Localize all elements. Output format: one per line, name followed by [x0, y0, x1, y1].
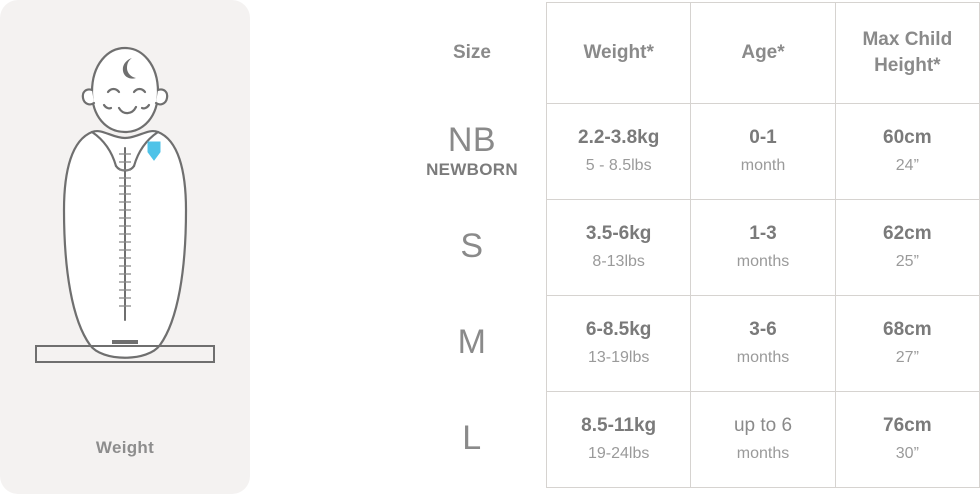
height-primary: 62cm [883, 223, 932, 245]
cell-max-height [835, 296, 979, 392]
cell-max-height [835, 200, 979, 296]
size-label: NB [447, 120, 497, 159]
cell-size [398, 104, 547, 200]
cell-age [691, 296, 835, 392]
height-primary: 68cm [883, 319, 932, 341]
header-weight: Weight* [547, 3, 691, 104]
size-label-sub: NEWBORN [426, 160, 518, 180]
age-secondary: months [736, 348, 790, 366]
weight-primary: 6-8.5kg [585, 319, 652, 341]
table-row [398, 296, 980, 392]
size-chart-table [398, 2, 980, 488]
size-table-wrap [398, 0, 980, 494]
age-primary: up to 6 [733, 415, 793, 437]
weight-primary: 2.2-3.8kg [578, 127, 660, 149]
cell-weight [547, 104, 691, 200]
table-body [398, 104, 980, 488]
header-size: Size [452, 42, 492, 64]
weight-primary: 3.5-6kg [585, 223, 652, 245]
cell-size [398, 200, 547, 296]
weight-secondary: 13-19lbs [587, 348, 650, 366]
header-max-height [835, 3, 979, 104]
swaddled-baby-on-scale-illustration [20, 20, 230, 400]
table-header-row [398, 3, 980, 104]
cell-max-height [835, 392, 979, 488]
cell-max-height [835, 104, 979, 200]
layout-spacer [250, 0, 398, 494]
age-primary: 0-1 [749, 127, 777, 149]
table-row [398, 200, 980, 296]
cell-weight [547, 392, 691, 488]
header-max-height-line1: Max Child [862, 29, 953, 51]
age-primary: 1-3 [749, 223, 777, 245]
weight-secondary: 19-24lbs [587, 444, 650, 462]
cell-size [398, 296, 547, 392]
cell-size [398, 392, 547, 488]
height-secondary: 25” [895, 252, 919, 270]
illustration-caption: Weight [95, 438, 155, 457]
header-age: Age* [691, 3, 835, 104]
size-label: M [457, 322, 487, 361]
header-max-height-line2: Height* [874, 55, 941, 76]
height-primary: 60cm [883, 127, 932, 149]
cell-weight [547, 296, 691, 392]
table-row [398, 392, 980, 488]
cell-age [691, 104, 835, 200]
age-secondary: months [736, 252, 790, 270]
height-primary: 76cm [883, 415, 932, 437]
size-label: S [460, 226, 484, 265]
cell-weight [547, 200, 691, 296]
weight-secondary: 5 - 8.5lbs [585, 156, 652, 174]
height-secondary: 24” [895, 156, 919, 174]
cell-age [691, 200, 835, 296]
illustration-panel [0, 0, 250, 494]
age-secondary: months [736, 444, 790, 462]
weight-primary: 8.5-11kg [581, 415, 657, 437]
age-primary: 3-6 [749, 319, 777, 341]
table-row [398, 104, 980, 200]
table-header [398, 3, 980, 104]
age-secondary: month [740, 156, 786, 174]
cell-age [691, 392, 835, 488]
height-secondary: 27” [895, 348, 919, 366]
weight-secondary: 8-13lbs [592, 252, 645, 270]
size-label: L [462, 418, 482, 457]
height-secondary: 30” [895, 444, 919, 462]
